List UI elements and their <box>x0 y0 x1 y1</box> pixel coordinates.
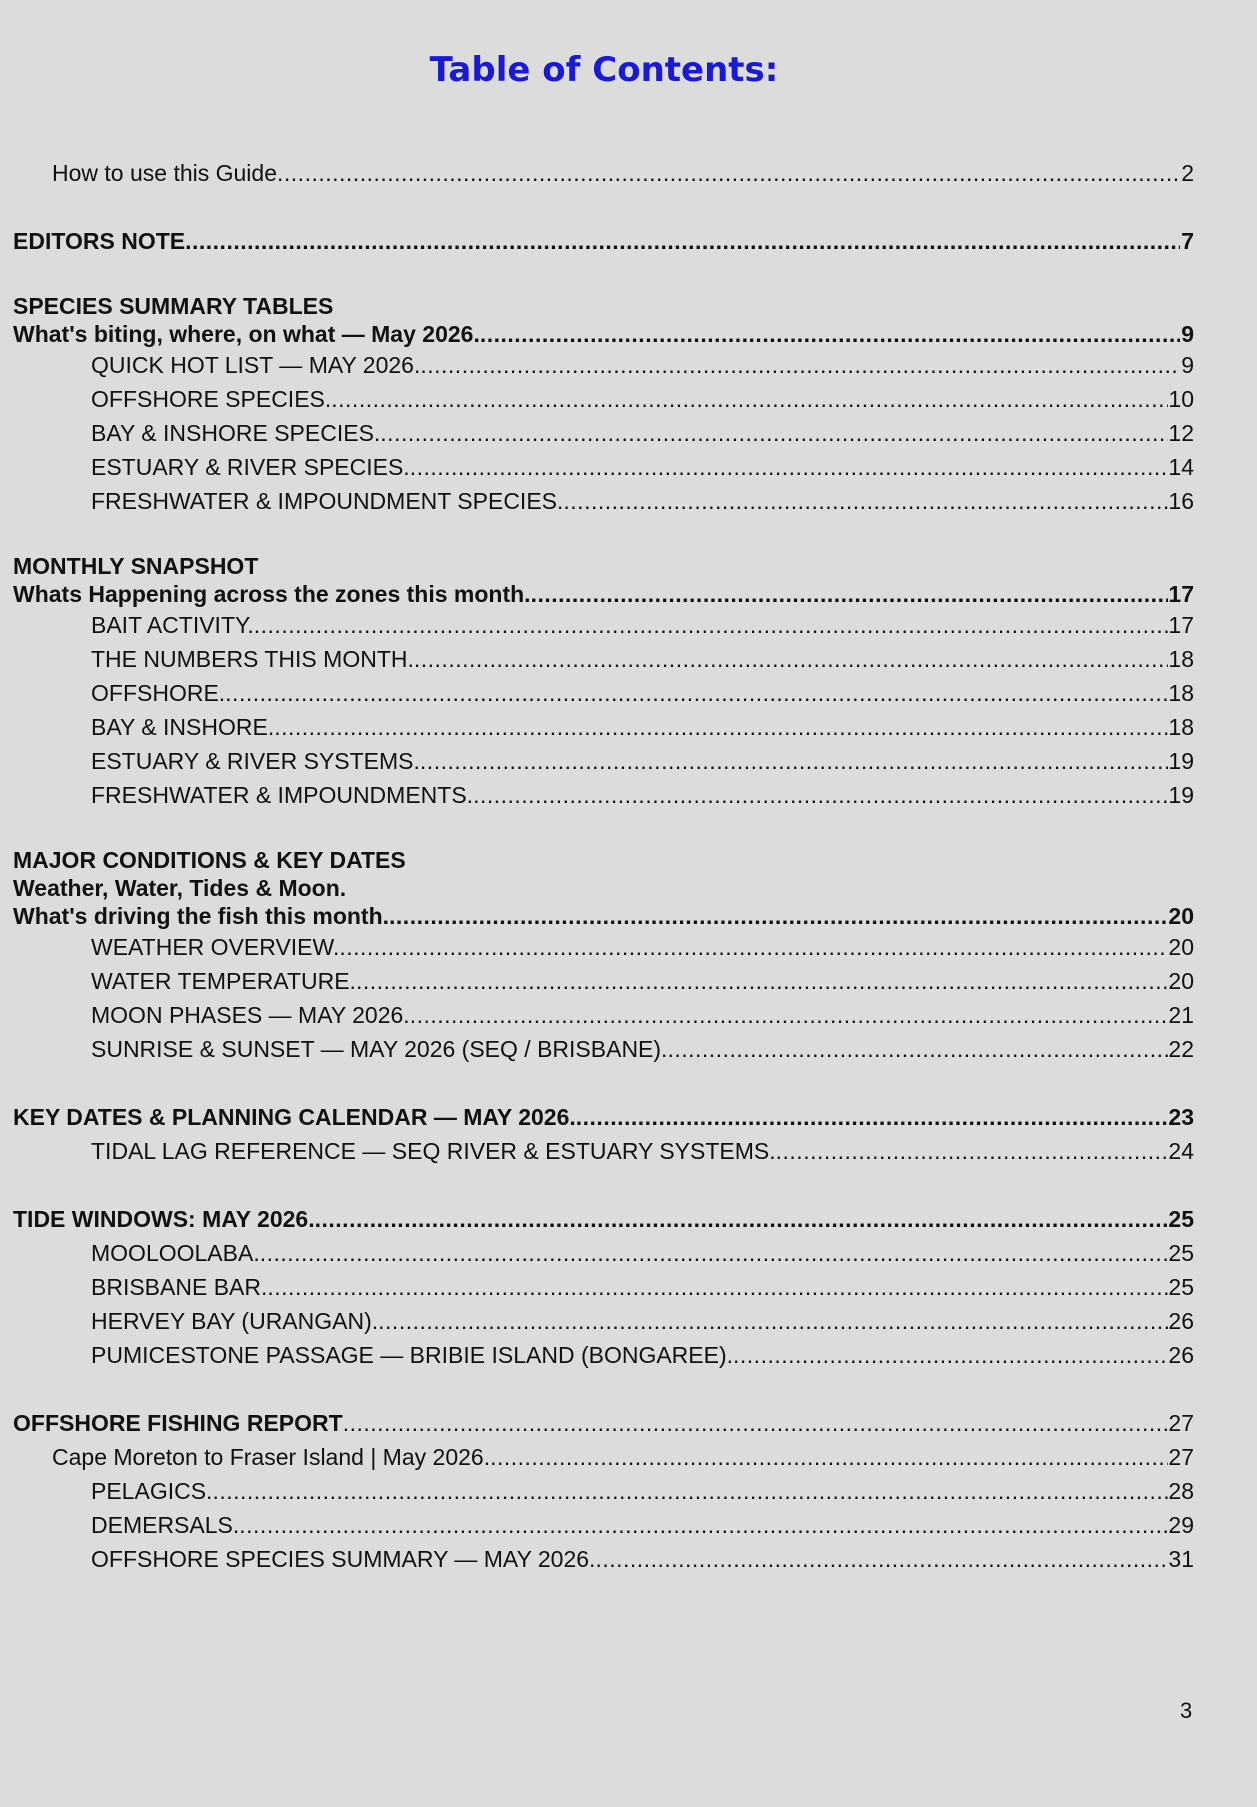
toc-entry-page: 22 <box>1168 1036 1194 1062</box>
toc-entry-label: PELAGICS. <box>91 1478 213 1504</box>
page-number: 3 <box>1180 1698 1193 1723</box>
toc-entry-label: SUNRISE & SUNSET — MAY 2026 (SEQ / BRISBANE). <box>91 1036 668 1062</box>
toc-entry-label: FRESHWATER & IMPOUNDMENTS. <box>91 782 474 808</box>
toc-entry-label: BAY & INSHORE SPECIES. <box>91 420 381 446</box>
toc-entry[interactable] <box>13 320 1194 348</box>
toc-entry-page: 28 <box>1168 1478 1194 1504</box>
toc-entry-page: 20 <box>1168 934 1194 960</box>
dot-leader <box>490 1440 1168 1474</box>
dot-leader <box>420 348 1180 382</box>
toc-entry[interactable] <box>13 1440 1194 1474</box>
toc-entry-label: PUMICESTONE PASSAGE — BRIBIE ISLAND (BONGAREE). <box>91 1342 734 1368</box>
toc-entry[interactable] <box>13 778 1194 812</box>
toc-entry[interactable] <box>13 744 1194 778</box>
dot-leader <box>473 778 1168 812</box>
toc-entry-page: 23 <box>1168 1104 1194 1130</box>
toc-entry-page: 31 <box>1168 1546 1194 1572</box>
toc-entry-label: What's biting, where, on what — May 2026. <box>13 321 480 347</box>
dot-leader <box>356 964 1168 998</box>
toc-entry-page: 14 <box>1168 454 1194 480</box>
toc-entry[interactable] <box>13 608 1194 642</box>
dot-leader <box>410 998 1169 1032</box>
dot-leader <box>277 156 1180 190</box>
toc-entry-label: WEATHER OVERVIEW. <box>91 934 340 960</box>
toc-entry-page: 27 <box>1168 1410 1194 1436</box>
dot-leader <box>480 320 1180 348</box>
dot-leader <box>776 1134 1169 1168</box>
dot-leader <box>389 902 1168 930</box>
toc-entry[interactable] <box>13 1134 1194 1168</box>
toc-entry[interactable] <box>13 1270 1194 1304</box>
toc-entry-label: WATER TEMPERATURE. <box>91 968 356 994</box>
dot-leader <box>274 710 1168 744</box>
toc-entry[interactable] <box>13 1338 1194 1372</box>
toc-entry[interactable] <box>13 1032 1194 1066</box>
toc-section-subheading: Weather, Water, Tides & Moon. <box>13 875 347 901</box>
table-of-contents <box>13 156 1194 1576</box>
toc-entry-label: MOON PHASES — MAY 2026. <box>91 1002 410 1028</box>
toc-entry[interactable] <box>13 450 1194 484</box>
toc-entry[interactable] <box>13 676 1194 710</box>
toc-entry-page: 20 <box>1168 903 1194 929</box>
toc-entry-page: 19 <box>1168 748 1194 774</box>
toc-entry[interactable] <box>13 930 1194 964</box>
toc-entry-label: Whats Happening across the zones this month. <box>13 581 531 607</box>
dot-leader <box>733 1338 1168 1372</box>
dot-leader <box>315 1202 1169 1236</box>
toc-entry-label: MOOLOOLABA. <box>91 1240 260 1266</box>
dot-leader <box>380 416 1168 450</box>
toc-entry-page: 25 <box>1168 1206 1194 1232</box>
toc-entry-page: 17 <box>1168 612 1194 638</box>
toc-section-heading: SPECIES SUMMARY TABLES <box>13 293 334 319</box>
toc-entry-label: TIDE WINDOWS: MAY 2026. <box>13 1206 315 1232</box>
toc-entry-label: OFFSHORE. <box>91 680 226 706</box>
toc-entry-page: 27 <box>1168 1444 1194 1470</box>
toc-entry-page: 24 <box>1168 1138 1194 1164</box>
toc-entry-label: BAY & INSHORE. <box>91 714 275 740</box>
toc-entry-page: 9 <box>1181 352 1194 378</box>
toc-entry-label: ESTUARY & RIVER SYSTEMS. <box>91 748 420 774</box>
dot-leader <box>239 1508 1168 1542</box>
toc-entry-page: 20 <box>1168 968 1194 994</box>
toc-entry-label: HERVEY BAY (URANGAN). <box>91 1308 379 1334</box>
page-title: Table of Contents: <box>429 50 779 90</box>
toc-entry-label: FRESHWATER & IMPOUNDMENT SPECIES. <box>91 488 564 514</box>
toc-entry[interactable] <box>13 416 1194 450</box>
toc-entry[interactable] <box>13 710 1194 744</box>
toc-entry[interactable] <box>13 998 1194 1032</box>
toc-entry[interactable] <box>13 580 1194 608</box>
toc-entry-page: 7 <box>1181 228 1194 254</box>
dot-leader <box>563 484 1168 518</box>
toc-entry[interactable] <box>13 642 1194 676</box>
toc-entry[interactable] <box>13 156 1194 190</box>
toc-entry-page: 26 <box>1168 1308 1194 1334</box>
toc-entry-page: 26 <box>1168 1342 1194 1368</box>
toc-entry[interactable] <box>13 1202 1194 1236</box>
toc-entry[interactable] <box>13 1542 1194 1576</box>
toc-entry-page: 29 <box>1168 1512 1194 1538</box>
dot-leader <box>260 1236 1169 1270</box>
toc-entry[interactable] <box>13 1474 1194 1508</box>
toc-entry[interactable] <box>13 902 1194 930</box>
toc-entry-page: 10 <box>1168 386 1194 412</box>
dot-leader <box>212 1474 1168 1508</box>
toc-entry[interactable] <box>13 964 1194 998</box>
toc-entry-label: BRISBANE BAR. <box>91 1274 268 1300</box>
dot-leader <box>576 1100 1169 1134</box>
toc-entry-page: 9 <box>1181 321 1194 347</box>
toc-entry-label: OFFSHORE SPECIES SUMMARY — MAY 2026. <box>91 1546 596 1572</box>
toc-entry[interactable] <box>13 1406 1194 1440</box>
dot-leader <box>339 930 1168 964</box>
toc-entry-page: 25 <box>1168 1240 1194 1266</box>
toc-entry-label: What's driving the fish this month. <box>13 903 390 929</box>
toc-entry-label: OFFSHORE SPECIES. <box>91 386 332 412</box>
toc-entry[interactable] <box>13 382 1194 416</box>
dot-leader <box>667 1032 1168 1066</box>
toc-entry-label: Cape Moreton to Fraser Island | May 2026. <box>52 1444 491 1470</box>
toc-entry[interactable] <box>13 224 1194 258</box>
dot-leader <box>185 224 1180 258</box>
toc-entry-page: 18 <box>1168 714 1194 740</box>
dot-leader <box>420 744 1168 778</box>
toc-section-heading: MAJOR CONDITIONS & KEY DATES <box>13 847 406 873</box>
toc-entry-page: 12 <box>1168 420 1194 446</box>
toc-entry-page: 25 <box>1168 1274 1194 1300</box>
dot-leader <box>225 676 1168 710</box>
toc-entry-page: 19 <box>1168 782 1194 808</box>
dot-leader <box>331 382 1168 416</box>
toc-entry[interactable] <box>13 1100 1194 1134</box>
toc-entry-page: 2 <box>1181 160 1194 186</box>
dot-leader <box>267 1270 1168 1304</box>
toc-entry-label: TIDAL LAG REFERENCE — SEQ RIVER & ESTUARY SYSTEMS. <box>91 1138 776 1164</box>
dot-leader <box>254 608 1169 642</box>
toc-entry[interactable] <box>13 1508 1194 1542</box>
toc-entry[interactable] <box>13 484 1194 518</box>
toc-entry-page: 17 <box>1168 581 1194 607</box>
toc-entry-label: BAIT ACTIVITY. <box>91 612 254 638</box>
toc-entry[interactable] <box>13 348 1194 382</box>
toc-entry[interactable] <box>13 1236 1194 1270</box>
toc-entry-page: 18 <box>1168 646 1194 672</box>
toc-entry-label: How to use this Guide <box>52 160 278 186</box>
toc-entry[interactable] <box>13 1304 1194 1338</box>
toc-entry-page: 18 <box>1168 680 1194 706</box>
toc-entry-label: DEMERSALS. <box>91 1512 240 1538</box>
dot-leader <box>531 580 1169 608</box>
dot-leader <box>410 450 1169 484</box>
toc-entry-label: KEY DATES & PLANNING CALENDAR — MAY 2026. <box>13 1104 576 1130</box>
toc-section-heading: MONTHLY SNAPSHOT <box>13 553 259 579</box>
dot-leader <box>343 1406 1169 1440</box>
toc-entry-page: 16 <box>1168 488 1194 514</box>
dot-leader <box>414 642 1169 676</box>
toc-entry-label: QUICK HOT LIST — MAY 2026. <box>91 352 421 378</box>
dot-leader <box>378 1304 1168 1338</box>
toc-entry-label: THE NUMBERS THIS MONTH. <box>91 646 414 672</box>
toc-entry-page: 21 <box>1168 1002 1194 1028</box>
toc-entry-label: ESTUARY & RIVER SPECIES. <box>91 454 410 480</box>
toc-entry-label: OFFSHORE FISHING REPORT <box>13 1410 343 1436</box>
dot-leader <box>595 1542 1168 1576</box>
toc-entry-label: EDITORS NOTE <box>13 228 186 254</box>
